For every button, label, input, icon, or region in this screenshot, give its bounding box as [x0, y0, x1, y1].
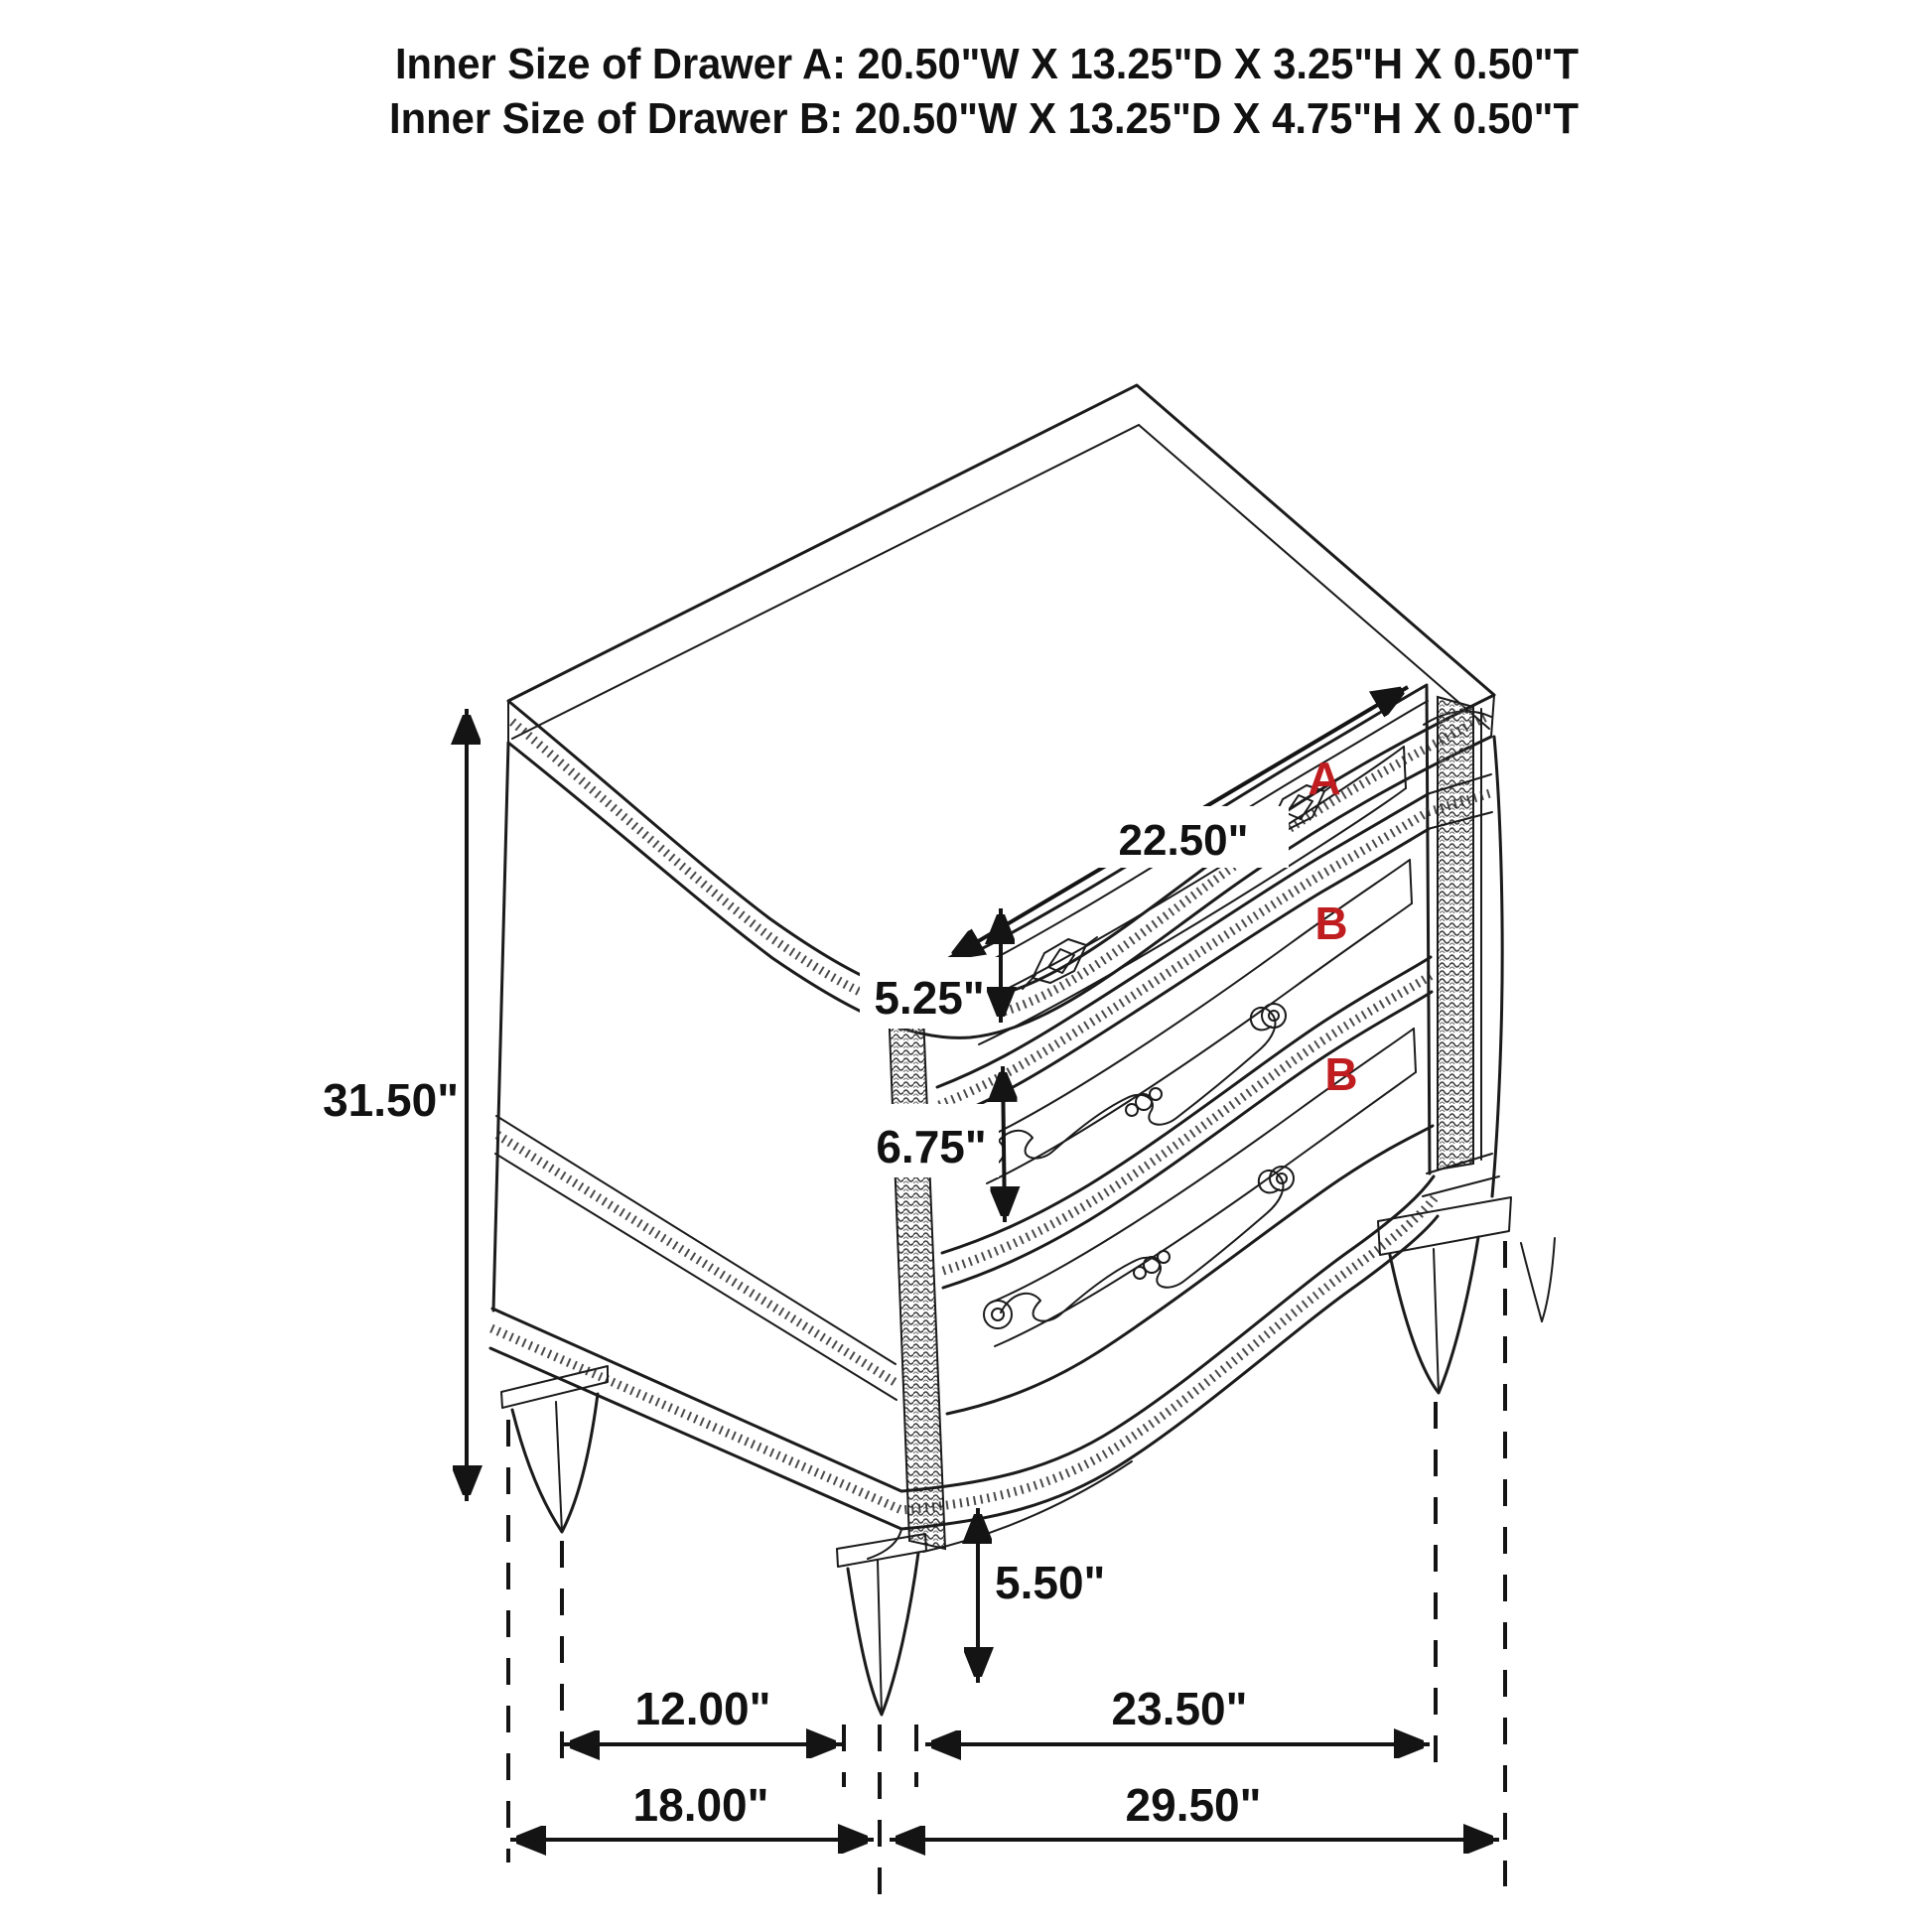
drawer-a-letter: A [1308, 753, 1341, 804]
overall-depth-label: 18.00" [632, 1779, 769, 1831]
drawer-b-front-height-label: 6.75" [876, 1121, 987, 1173]
title-block [389, 40, 1579, 143]
leg-back-left [501, 1366, 608, 1532]
drawer-b-front-height-arrow [1003, 1066, 1005, 1222]
floor-clearance-label: 5.50" [995, 1557, 1106, 1608]
overall-width-label: 29.50" [1125, 1779, 1262, 1831]
drawer-b-inner-size-text: Inner Size of Drawer B: 20.50"W X 13.25"D X 4.75"H X 0.50"T [389, 94, 1580, 143]
drawer-b-bottom-letter: B [1324, 1048, 1358, 1100]
legs [501, 1197, 1555, 1715]
nightstand-line-art [490, 385, 1555, 1715]
drawer-a-inner-size-text: Inner Size of Drawer A: 20.50"W X 13.25"D X 3.25"H X 0.50"T [395, 40, 1580, 88]
overall-height-label: 31.50" [323, 1074, 459, 1126]
leg-front-right [1378, 1197, 1511, 1393]
drawer-b-middle-letter: B [1314, 897, 1348, 949]
leg-front-center [837, 1534, 926, 1715]
base-molding [490, 1176, 1438, 1559]
drawer-opening-width-label: 22.50" [1118, 816, 1249, 865]
drawer-b-middle-handle [976, 1004, 1286, 1166]
drawer-a-front-height-label: 5.25" [874, 972, 985, 1024]
leg-footprint-width-label: 23.50" [1111, 1683, 1248, 1734]
leg-back-right [1521, 1238, 1555, 1321]
left-side-panel [493, 743, 897, 1400]
leg-footprint-depth-label: 12.00" [634, 1683, 771, 1734]
